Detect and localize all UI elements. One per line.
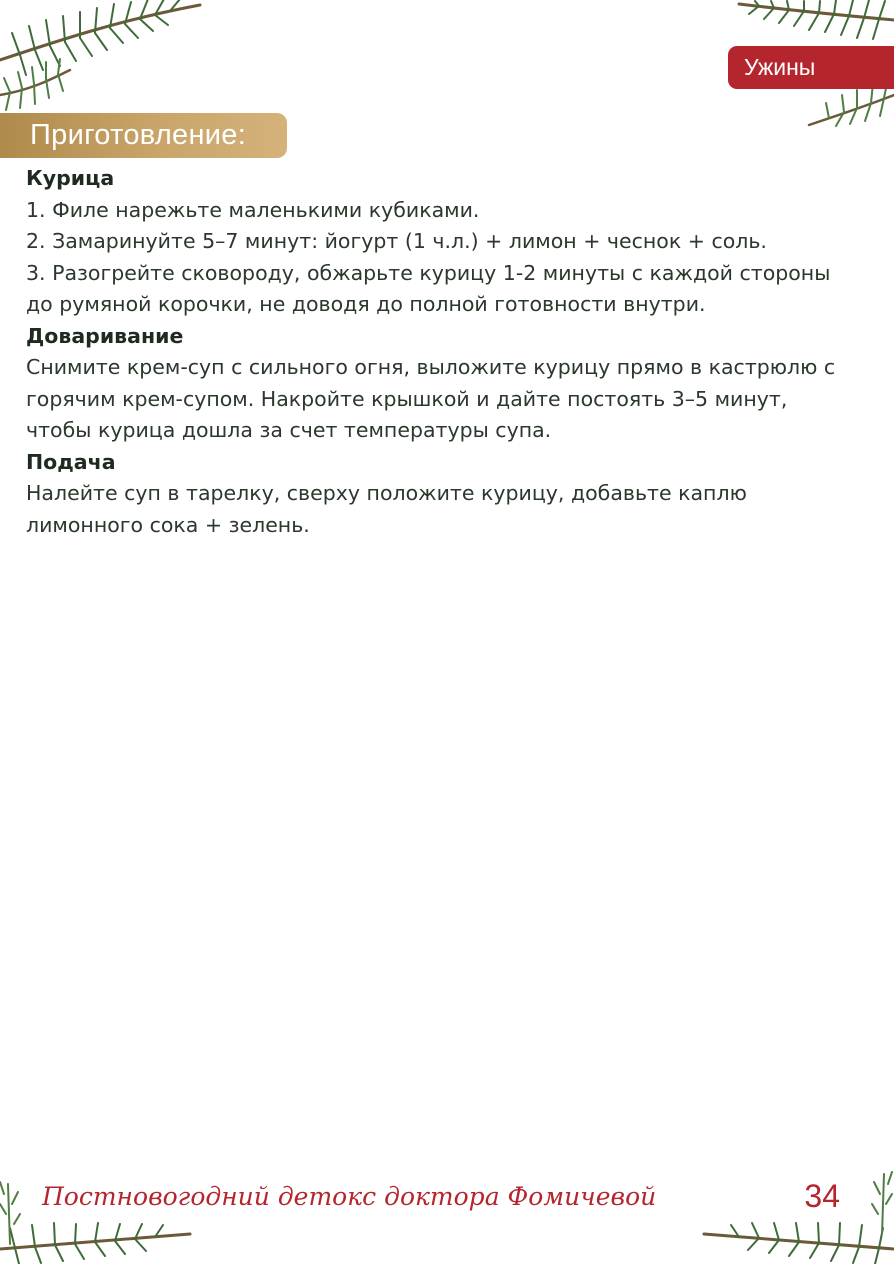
recipe-content	[26, 163, 856, 541]
page-heading: Приготовление:	[0, 113, 287, 158]
section-finishing	[26, 321, 856, 447]
step-line: 3. Разогрейте сковороду, обжарьте курицу 1-2 минуты с каждой стороны до румяной корочки, не доводя до полной готовности внутри.	[26, 260, 831, 316]
section-title: Курица	[26, 166, 115, 190]
section-chicken	[26, 163, 856, 321]
section-title: Подача	[26, 449, 116, 474]
page-number: 34	[804, 1178, 840, 1214]
step-line: 2. Замаринуйте 5–7 минут: йогурт (1 ч.л.) + лимон + чеснок + соль.	[26, 229, 767, 253]
step-line: Снимите крем-суп с сильного огня, выложите курицу прямо в кастрюлю с горячим крем-супом. Накройте крышкой и дайте постоять 3–5 минут, чтобы курица дошла за счет температуры супа.	[26, 355, 836, 442]
step-line: Налейте суп в тарелку, сверху положите курицу, добавьте каплю лимонного сока + зелень.	[26, 481, 747, 537]
section-title: Доваривание	[26, 323, 184, 348]
pine-branch-bottom-right-icon	[684, 1169, 894, 1264]
section-tag: Ужины	[728, 46, 894, 89]
footer-title: Постновогодний детокс доктора Фомичевой	[42, 1182, 657, 1211]
section-serving	[26, 447, 856, 542]
step-line: 1. Филе нарежьте маленькими кубиками.	[26, 197, 480, 222]
